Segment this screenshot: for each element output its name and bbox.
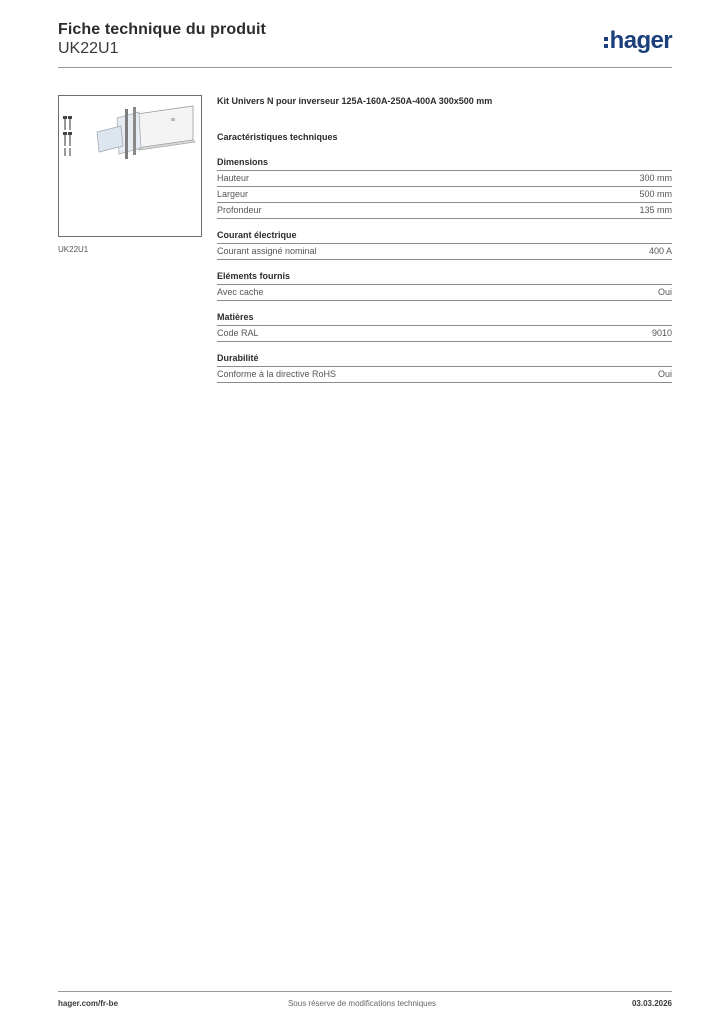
footer-website-link[interactable]: hager.com/fr-be	[58, 999, 119, 1008]
product-specifications	[217, 96, 672, 383]
group-title: Courant électrique	[217, 229, 672, 244]
product-image	[58, 95, 202, 237]
group-title: Matières	[217, 311, 672, 326]
product-reference: UK22U1	[58, 40, 119, 57]
product-name: Kit Univers N pour inverseur 125A-160A-250A-400A 300x500 mm	[217, 96, 493, 106]
spec-value: 300 mm	[639, 173, 672, 183]
group-title: Eléments fournis	[217, 270, 672, 285]
spec-row	[217, 367, 672, 383]
spec-group-supplied	[217, 270, 672, 301]
product-image-caption: UK22U1	[58, 245, 89, 254]
spec-value: Oui	[657, 287, 672, 297]
spec-row	[217, 187, 672, 203]
group-title: Durabilité	[217, 352, 672, 367]
spec-value: 135 mm	[639, 205, 672, 215]
spec-label: Code RAL	[217, 328, 259, 338]
spec-label: Conforme à la directive RoHS	[217, 369, 337, 379]
footer-date: 03.03.2026	[631, 999, 672, 1008]
footer-notice: Sous réserve de modifications techniques	[287, 999, 437, 1008]
section-title: Caractéristiques techniques	[217, 132, 338, 142]
spec-row	[217, 326, 672, 342]
spec-row	[217, 171, 672, 187]
spec-group-materials	[217, 311, 672, 342]
product-illustration-icon	[59, 96, 201, 236]
spec-label: Profondeur	[217, 205, 262, 215]
spec-value: 9010	[651, 328, 672, 338]
spec-group-electrical	[217, 229, 672, 260]
spec-group-dimensions	[217, 156, 672, 219]
spec-group-durability	[217, 352, 672, 383]
spec-label: Largeur	[217, 189, 249, 199]
spec-row	[217, 285, 672, 301]
spec-label: Courant assigné nominal	[217, 246, 317, 256]
group-title: Dimensions	[217, 156, 672, 171]
logo-text: hager	[609, 27, 672, 54]
hager-logo	[604, 29, 672, 53]
spec-label: Avec cache	[217, 287, 264, 297]
logo-dots-icon	[604, 37, 608, 48]
spec-row	[217, 244, 672, 260]
spec-label: Hauteur	[217, 173, 250, 183]
page-title: Fiche technique du produit	[58, 21, 266, 38]
spec-value: 500 mm	[639, 189, 672, 199]
footer-divider	[58, 991, 672, 992]
spec-value: Oui	[657, 369, 672, 379]
spec-row	[217, 203, 672, 219]
spec-value: 400 A	[648, 246, 672, 256]
header-divider	[58, 67, 672, 68]
